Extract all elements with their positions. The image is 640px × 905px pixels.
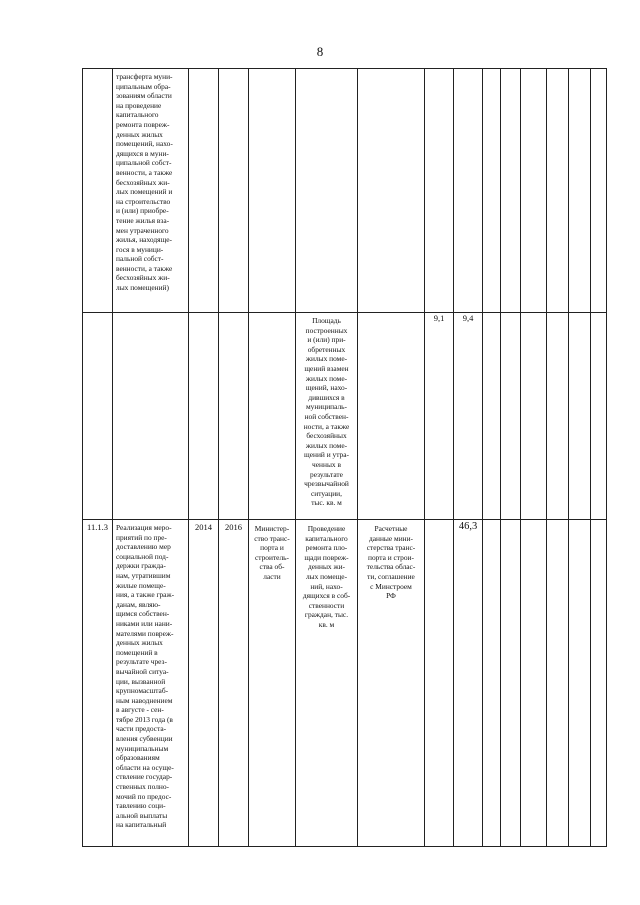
column-border — [482, 68, 483, 847]
column-border — [218, 68, 219, 847]
row3-executor: Министер- ство транс- порта и строитель- ства об- ласти — [254, 524, 290, 581]
row3-code: 11.1.3 — [87, 522, 108, 532]
column-border — [357, 68, 358, 847]
row1-description: трансферта муни- ципальным обра- зованиям области на проведение капитального ремонта повреж- денных жилых помещений, нахо- дящихся в муни- ципальной собст- венности, а также бесхозяйных жи- лых помещений и на строительство и (или) приобре- тение жилья взa- мен утраченного жилья, находяще- гося в муници- пальной собст- венности, а также бесхозяйных жи- лых помещений) — [116, 72, 173, 293]
column-border — [424, 68, 425, 847]
column-border — [248, 68, 249, 847]
row3-value-b: 46,3 — [458, 521, 478, 532]
column-border — [500, 68, 501, 847]
row3-year-start: 2014 — [195, 522, 212, 532]
column-border — [590, 68, 591, 847]
row3-description: Реализация меро- приятий по пре- доставлению мер социальной под- держки гражда- нам, утратившим жилые помеще- ния, а также граж- данам, являю- щимся собствен- никами или нани- мателями повреж- денных жилых помещений в результате чрез- вычайной ситуа- ции, вызванной крупномасштаб- ным наводнением в августе - сен- тябре 2013 года (в части предоста- вления субвенции муниципальным образованиям области на осуще- ствление государ- ственных полно- мочий по предос- тавлению соци- альной выплаты на капитальный — [116, 523, 175, 830]
row-divider — [82, 519, 607, 520]
row2-value-a: 9,1 — [433, 313, 445, 323]
row2-value-b: 9,4 — [462, 313, 474, 323]
column-border — [606, 68, 607, 847]
column-border — [453, 68, 454, 847]
row2-indicator: Площадь построенных и (или) при- обретенных жилых поме- щений взамен жилых поме- щений, нахо- дившихся в муниципаль- ной собствен- ности, а также бесхозяйных жилых поме- щений и утра- ченных в результате чрезвычайной ситуации, тыс. кв. м — [303, 316, 350, 508]
table-top-border — [82, 68, 607, 69]
column-border — [568, 68, 569, 847]
row3-source: Расчетные данные мини- стерства транс- порта и строи- тельства облас- ти, соглашение с Минстроем РФ — [366, 524, 416, 601]
column-border — [82, 68, 83, 847]
column-border — [188, 68, 189, 847]
row3-year-end: 2016 — [225, 522, 242, 532]
table-bottom-border — [82, 846, 607, 847]
page-number: 8 — [316, 44, 324, 59]
column-border — [520, 68, 521, 847]
column-border — [546, 68, 547, 847]
row3-indicator: Проведение капитального ремонта пло- щади повреж- денных жи- лых помеще- ний, нахо- дящихся в соб- ственности граждан, тыс. кв. м — [302, 524, 351, 629]
row-divider — [82, 312, 607, 313]
column-border — [112, 68, 113, 847]
